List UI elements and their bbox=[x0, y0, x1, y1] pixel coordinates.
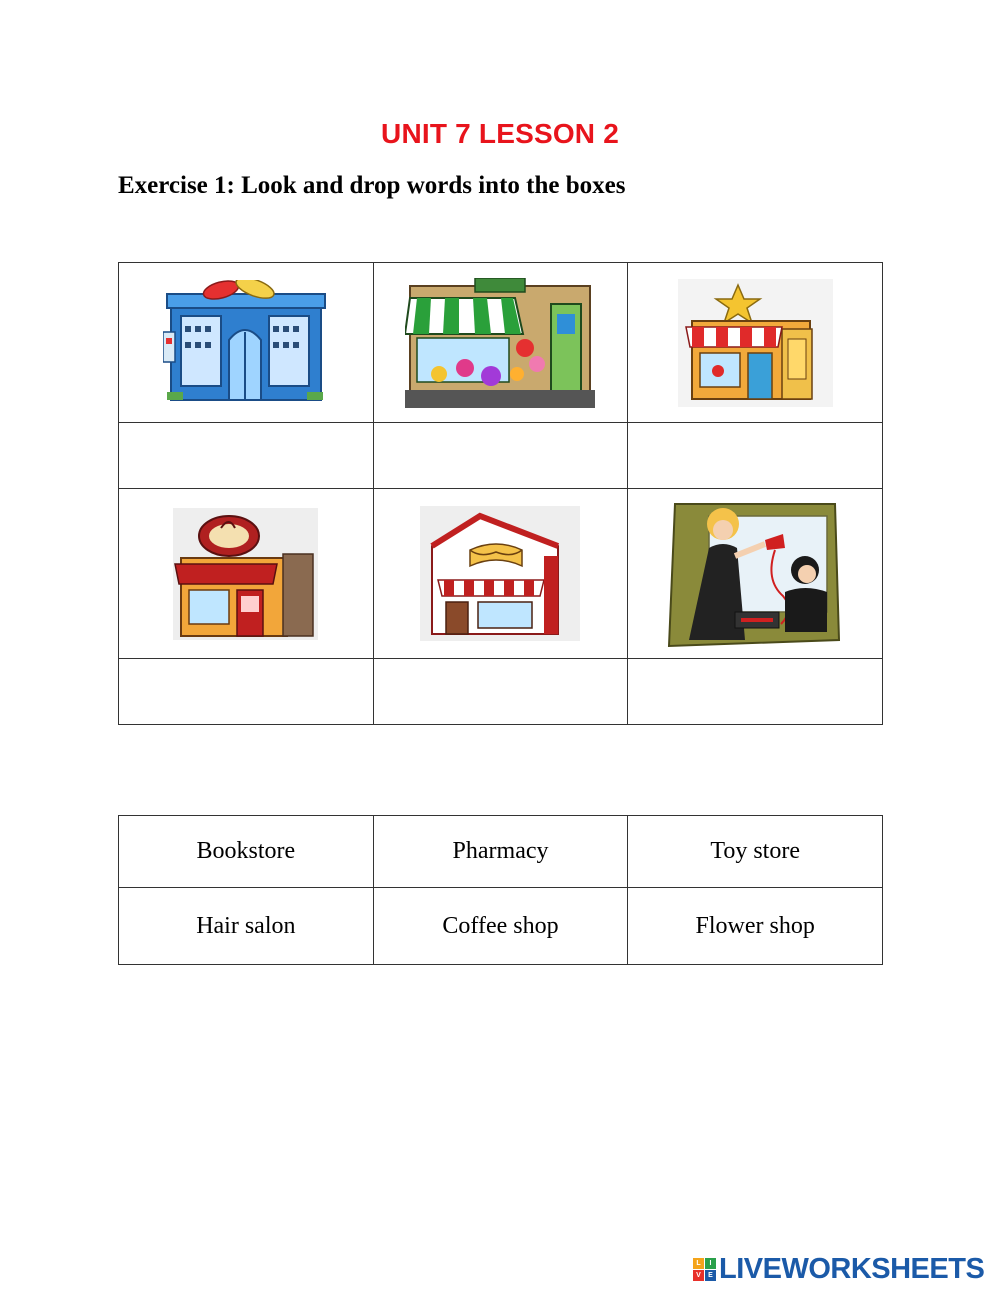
answer-box[interactable] bbox=[119, 659, 374, 725]
word-pharmacy[interactable]: Pharmacy bbox=[373, 816, 628, 888]
picture-cell bbox=[373, 263, 628, 423]
bookstore-building-icon bbox=[420, 506, 580, 641]
picture-cell bbox=[628, 263, 883, 423]
picture-table bbox=[118, 262, 883, 725]
coffee-shop-building-icon bbox=[173, 508, 318, 640]
word-hair-salon[interactable]: Hair salon bbox=[119, 888, 374, 965]
word-toy-store[interactable]: Toy store bbox=[628, 816, 883, 888]
word-bank-table bbox=[118, 815, 883, 965]
answer-box[interactable] bbox=[628, 423, 883, 489]
word-coffee-shop[interactable]: Coffee shop bbox=[373, 888, 628, 965]
flower-shop-building-icon bbox=[405, 278, 595, 408]
liveworksheets-logo[interactable] bbox=[693, 1252, 984, 1286]
answer-box[interactable] bbox=[119, 423, 374, 489]
exercise-instruction: Exercise 1: Look and drop words into the boxes bbox=[118, 172, 626, 199]
answer-box[interactable] bbox=[373, 423, 628, 489]
toy-store-building-icon bbox=[678, 279, 833, 407]
pharmacy-building-icon bbox=[163, 280, 328, 405]
picture-cell bbox=[628, 489, 883, 659]
word-bookstore[interactable]: Bookstore bbox=[119, 816, 374, 888]
picture-cell bbox=[119, 489, 374, 659]
page-title: UNIT 7 LESSON 2 bbox=[381, 118, 619, 149]
answer-box[interactable] bbox=[373, 659, 628, 725]
answer-box[interactable] bbox=[628, 659, 883, 725]
word-flower-shop[interactable]: Flower shop bbox=[628, 888, 883, 965]
hair-salon-scene-icon bbox=[665, 500, 845, 648]
picture-cell bbox=[119, 263, 374, 423]
logo-blocks-icon: L I V E bbox=[693, 1258, 716, 1281]
picture-cell bbox=[373, 489, 628, 659]
brand-name: LIVEWORKSHEETS bbox=[719, 1252, 985, 1285]
